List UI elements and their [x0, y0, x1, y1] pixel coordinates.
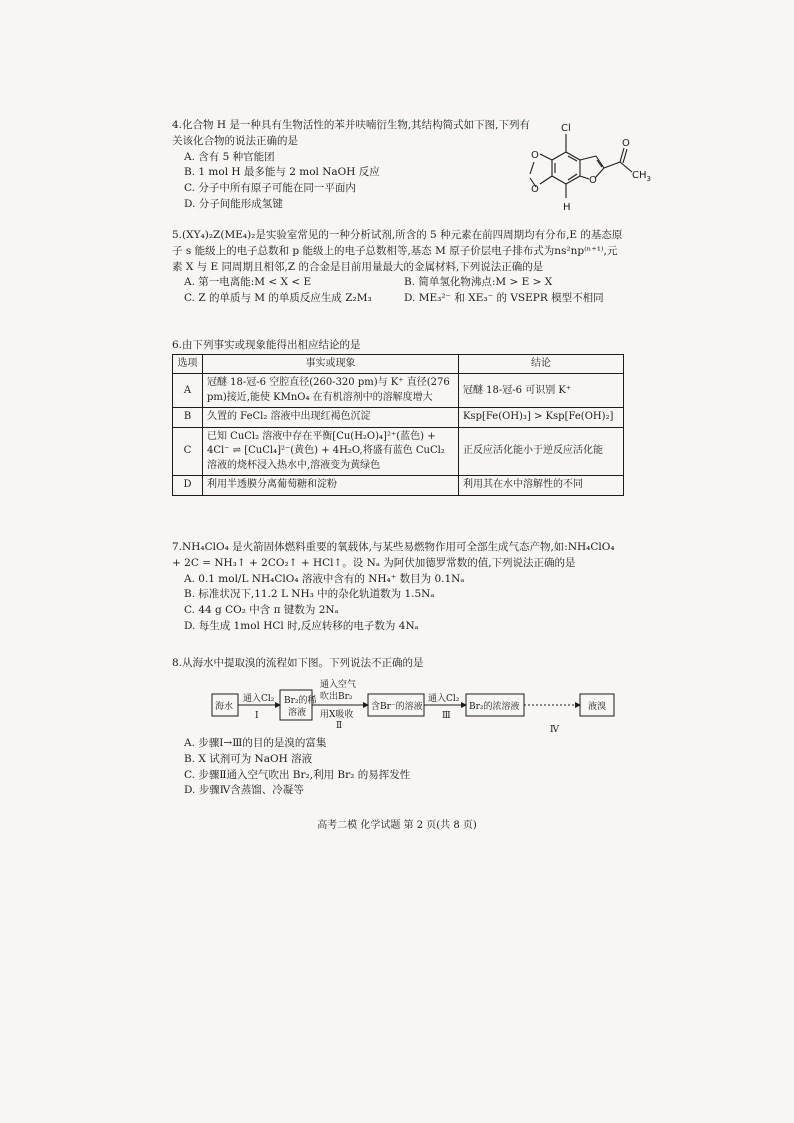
- page-footer: 高考二模 化学试题 第 2 页(共 8 页): [317, 820, 477, 831]
- flow-label-box3: 含Br⁻的溶液: [371, 702, 423, 712]
- table-row: [173, 476, 624, 496]
- question-5-option-c: C. Z 的单质与 M 的单质反应生成 Z₂M₃: [184, 292, 372, 304]
- question-4-stem: 4.化合物 H 是一种具有生物活性的苯并呋喃衍生物,其结构简式如下图,下列有关该化合物的说法正确的是: [172, 119, 531, 147]
- question-5: [172, 228, 624, 307]
- table-header-conclusion: 结论: [459, 354, 624, 374]
- question-5-formula: (XY₄)₂Z(ME₄)₂: [182, 229, 256, 241]
- question-7-option-b: B. 标准状况下,11.2 L NH₃ 中的杂化轨道数为 1.5Nₐ: [184, 588, 435, 601]
- mol-label-o-ring: O: [589, 175, 597, 186]
- table-cell-option: C: [173, 427, 203, 476]
- question-7-stem: 7.NH₄ClO₄ 是火箭固体燃料重要的氧载体,与某些易燃物作用可全部生成气态产物,如:NH₄ClO₄ + 2C = NH₃↑ + 2CO₂↑ + HCl↑。设 Nₐ 为阿伏加德罗常数的值,下列说法正确的是: [172, 541, 615, 569]
- question-7: [172, 540, 624, 635]
- question-5-stem-text-2: ,元素 X 与 E 同周期且相邻,Z 的合金是目前用量最大的金属材料,下列说法正确的是: [172, 244, 618, 273]
- mol-label-h: H: [563, 202, 571, 213]
- question-5-options: [184, 275, 624, 307]
- question-4-option-b: B. 1 mol H 最多能与 2 mol NaOH 反应: [184, 166, 380, 179]
- table-cell-fact: 利用半透膜分离葡萄糖和淀粉: [203, 476, 459, 496]
- table-cell-option: D: [173, 476, 203, 496]
- question-8-option-c: C. 步骤Ⅱ通入空气吹出 Br₂,利用 Br₂ 的易挥发性: [184, 768, 411, 781]
- flow-label-box4: Br₂的浓溶液: [469, 702, 520, 712]
- question-4-option-a: A. 含有 5 种官能团: [184, 150, 275, 163]
- question-6-table: [172, 354, 624, 496]
- question-8-option-d: D. 步骤Ⅳ含蒸馏、冷凝等: [184, 784, 304, 797]
- mol-label-o-left-top: O: [531, 150, 539, 161]
- question-5-stem: [172, 228, 624, 275]
- question-8: [172, 656, 624, 672]
- question-5-option-a: A. 第一电离能:M < X < E: [184, 276, 312, 289]
- question-8-stem: 8.从海水中提取溴的流程如下图。下列说法不正确的是: [172, 657, 424, 669]
- question-5-option-d: D. ME₃²⁻ 和 XE₃⁻ 的 VSEPR 模型不相同: [404, 292, 604, 304]
- table-cell-option: A: [173, 374, 203, 408]
- flow-label-step1: Ⅰ: [255, 711, 259, 721]
- flow-label-box5: 液溴: [588, 702, 607, 712]
- flow-label-arrow2-bottom: 用X吸收: [320, 710, 354, 720]
- question-5-number: 5.: [172, 229, 183, 241]
- flow-label-box2-line2: 溶液: [288, 708, 307, 718]
- flow-label-arrow1: 通入Cl₂: [243, 694, 275, 704]
- flow-label-arrow2-top1: 通入空气: [320, 680, 357, 690]
- flow-label-seawater: 海水: [215, 702, 234, 712]
- table-row: [173, 427, 624, 476]
- table-cell-conclusion: Ksp[Fe(OH)₃] > Ksp[Fe(OH)₂]: [459, 408, 624, 428]
- table-header-fact: 事实或现象: [203, 354, 459, 374]
- question-4-option-c: C. 分子中所有原子可能在同一平面内: [184, 182, 356, 194]
- question-7-option-d: D. 每生成 1mol HCl 时,反应转移的电子数为 4Nₐ: [184, 619, 419, 632]
- question-7-option-a: A. 0.1 mol/L NH₄ClO₄ 溶液中含有的 NH₄⁺ 数目为 0.1Nₐ: [184, 572, 465, 585]
- question-4: [172, 118, 532, 213]
- table-cell-conclusion: 利用其在水中溶解性的不同: [459, 476, 624, 496]
- table-cell-option: B: [173, 408, 203, 428]
- flow-label-arrow2-top2: 吹出Br₂: [320, 692, 353, 702]
- mol-label-o-top: O: [622, 138, 630, 149]
- mol-label-cl: Cl: [561, 123, 571, 134]
- table-cell-conclusion: 正反应活化能小于逆反应活化能: [459, 427, 624, 476]
- question-7-option-c: C. 44 g CO₂ 中含 π 键数为 2Nₐ: [184, 604, 339, 616]
- flow-label-step2: Ⅱ: [336, 721, 343, 731]
- mol-label-ch3: $CH_3$: [632, 170, 651, 183]
- table-row: [173, 408, 624, 428]
- flow-label-step3: Ⅲ: [442, 711, 451, 721]
- question-8-option-a: A. 步骤Ⅰ→Ⅲ的目的是溴的富集: [184, 737, 327, 749]
- table-header-row: [173, 354, 624, 374]
- question-5-stem-text: 是实验室常见的一种分析试剂,所含的 5 种元素在前四周期均有分布,E 的基态原子 s 能级上的电子总数和 p 能级上的电子总数相等,基态 M 原子价层电子排布式为: [172, 229, 623, 257]
- table-row: [173, 374, 624, 408]
- compound-h-structure: [526, 118, 674, 218]
- question-6: [172, 338, 624, 496]
- table-cell-fact: 已知 CuCl₂ 溶液中存在平衡[Cu(H₂O)₄]²⁺(蓝色) + 4Cl⁻ ⇌ [CuCl₄]²⁻(黄色) + 4H₂O,将盛有蓝色 CuCl₂ 溶液的烧杯浸入热水中,溶液变为黄绿色: [203, 427, 459, 476]
- question-8-option-b: B. X 试剂可为 NaOH 溶液: [184, 752, 313, 765]
- flow-label-step4: Ⅳ: [550, 725, 559, 735]
- table-cell-fact: 冠醚 18-冠-6 空腔直径(260-320 pm)与 K⁺ 直径(276 pm)接近,能使 KMnO₄ 在有机溶剂中的溶解度增大: [203, 374, 459, 408]
- question-5-option-b: B. 简单氢化物沸点:M > E > X: [404, 276, 553, 289]
- table-cell-fact: 久置的 FeCl₂ 溶液中出现红褐色沉淀: [203, 408, 459, 428]
- flow-label-arrow3: 通入Cl₂: [428, 694, 460, 704]
- question-8-options: [172, 736, 624, 799]
- table-header-option: 选项: [173, 354, 203, 374]
- question-4-option-d: D. 分子间能形成氢键: [184, 197, 283, 210]
- mol-label-o-left-bottom: O: [531, 184, 539, 195]
- flow-label-box2-line1: Br₂的稀: [284, 696, 317, 706]
- question-6-stem: 6.由下列事实或现象能得出相应结论的是: [172, 339, 361, 351]
- table-cell-conclusion: 冠醚 18-冠-6 可识别 K⁺: [459, 374, 624, 408]
- question-5-config: ns²np⁽ⁿ⁺¹⁾: [554, 244, 604, 257]
